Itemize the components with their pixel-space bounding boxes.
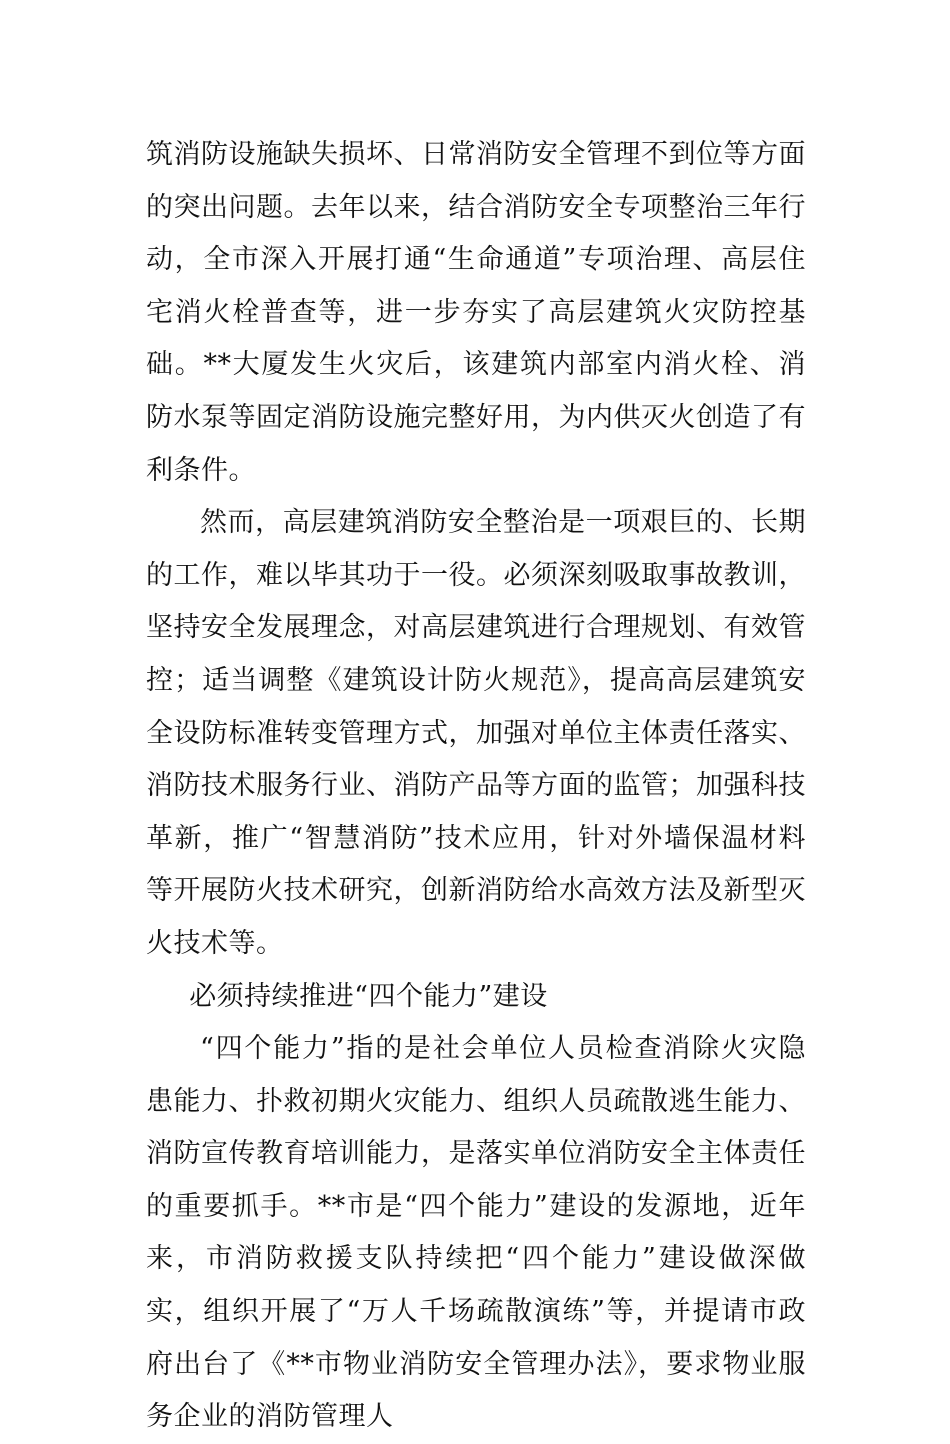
paragraph-3: “四个能力”指的是社会单位人员检查消除火灾隐患能力、扑救初期火灾能力、组织人员疏散逃生能力、消防宣传教育培训能力，是落实单位消防安全主体责任的重要抓手。**市是“四个能力”建设的发源地，近年来，市消防救援支队持续把“四个能力”建设做深做实，组织开展了“万人千场疏散演练”等，并提请市政府出台了《**市物业消防安全管理办法》，要求物业服务企业的消防管理人 <box>146 1033 806 1433</box>
paragraph-2: 然而，高层建筑消防安全整治是一项艰巨的、长期的工作，难以毕其功于一役。必须深刻吸取事故教训，坚持安全发展理念，对高层建筑进行合理规划、有效管控；适当调整《建筑设计防火规范》，提高高层建筑安全设防标准转变管理方式，加强对单位主体责任落实、消防技术服务行业、消防产品等方面的监管；加强科技革新，推广“智慧消防”技术应用，针对外墙保温材料等开展防火技术研究，创新消防给水高效方法及新型灭火技术等。 <box>146 507 806 959</box>
paragraph-1: 筑消防设施缺失损坏、日常消防安全管理不到位等方面的突出问题。去年以来，结合消防安全专项整治三年行动，全市深入开展打通“生命通道”专项治理、高层住宅消火栓普查等，进一步夯实了高层建筑火灾防控基础。**大厦发生火灾后，该建筑内部室内消火栓、消防水泵等固定消防设施完整好用，为内供灭火创造了有利条件。 <box>146 139 806 486</box>
document-body <box>146 129 806 1444</box>
section-heading: 必须持续推进“四个能力”建设 <box>189 980 548 1012</box>
